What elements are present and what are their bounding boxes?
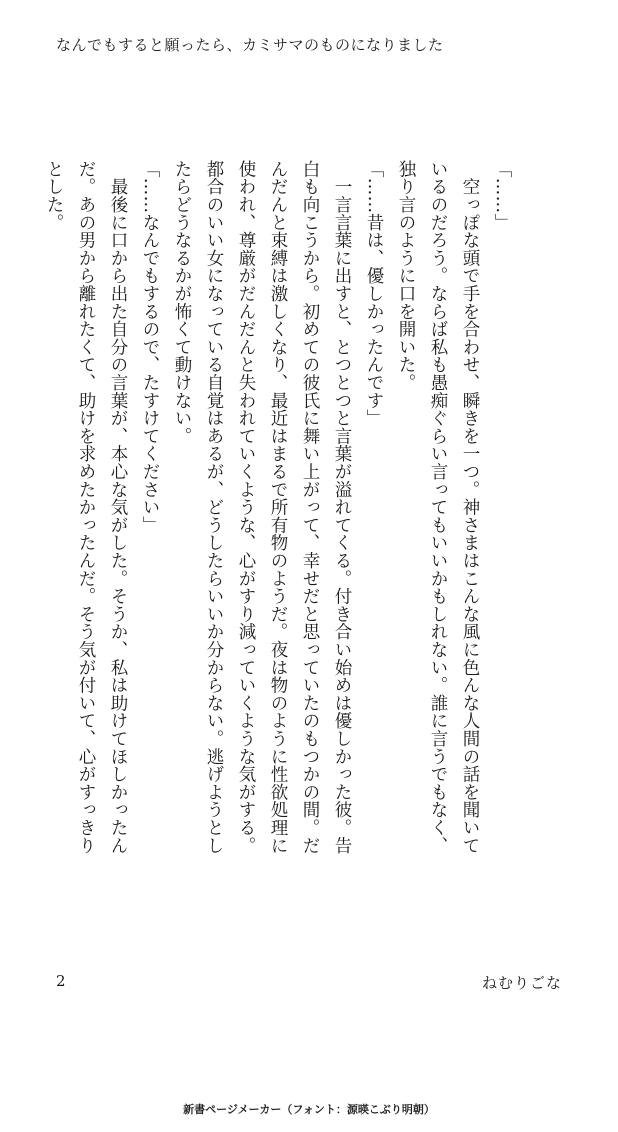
page-number: 2 [56, 972, 66, 990]
text-line: んだんと束縛は激しくなり、最近はまるで所有物のようだ。夜は物のように性欲処理に [268, 160, 288, 855]
text-line: だ。あの男から離れたくて、助けを求めたかったんだ。そう気が付いて、心がすっきり [76, 160, 96, 855]
text-line: 空っぽな頭で手を合わせ、瞬きを一つ。神さまはこんな風に色んな人間の話を聞いて [460, 160, 480, 855]
text-line: 一言言葉に出すと、とつとつと言葉が溢れてくる。付き合い始めは優しかった彼。告 [332, 160, 352, 855]
text-line: 「……」 [492, 160, 512, 232]
text-line: 都合のいい女になっている自覚はあるが、どうしたらいいか分からない。逃げようとし [204, 160, 224, 855]
author-name: ねむりごな [481, 974, 562, 992]
text-line: 独り言のように口を開いた。 [396, 160, 416, 392]
text-line: とした。 [44, 160, 64, 232]
text-line: いるのだろう。ならば私も愚痴ぐらい言ってもいいかもしれない。誰に言うでもなく、 [428, 160, 448, 855]
text-line: 白も向こうから。初めての彼氏に舞い上がって、幸せだと思っていたのもつかの間。だ [300, 160, 320, 855]
text-line: たらどうなるかが怖くて動けない。 [172, 160, 192, 445]
text-line: 使われ、尊厳がだんだんと失われていくような、心がすり減っていくような気がする。 [236, 160, 256, 855]
generator-credit: 新書ページメーカー（フォント：源暎こぶり明朝） [183, 1103, 435, 1116]
vertical-body-text [38, 160, 518, 920]
text-line: 最後に口から出た自分の言葉が、本心な気がした。そうか、私は助けてほしかったん [108, 160, 128, 855]
text-line: 「……なんでもするので、たすけてください」 [140, 160, 160, 534]
text-line: 「……昔は、優しかったんです」 [364, 160, 384, 427]
running-header-title: なんでもすると願ったら、カミサマのものになりました [56, 36, 444, 54]
